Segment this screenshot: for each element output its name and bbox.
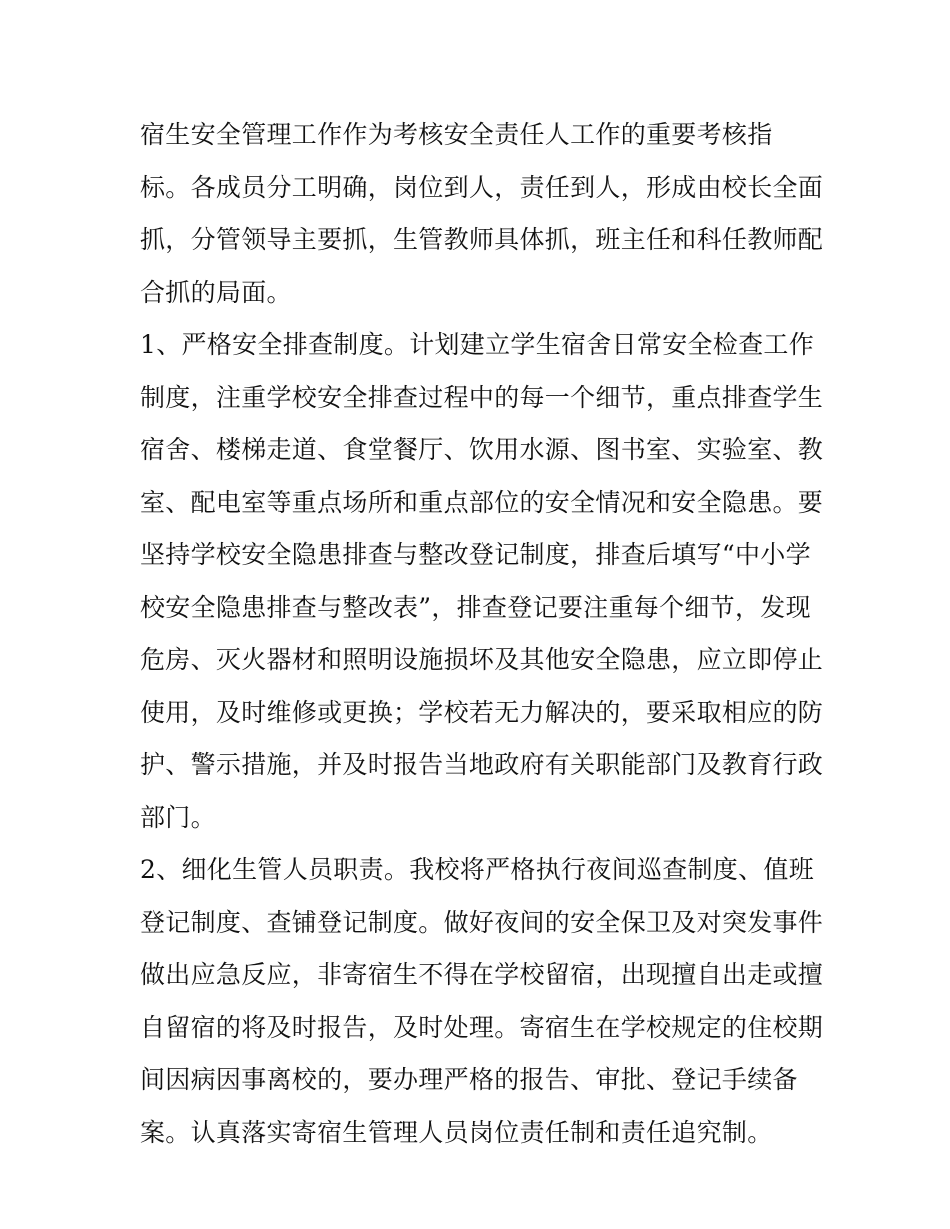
text-line-3: 抓，分管领导主要抓，生管教师具体抓，班主任和科任教师配 [140, 225, 824, 254]
document-body [140, 109, 824, 1159]
text-line-12: 使用，及时维修或更换；学校若无力解决的，要采取相应的防 [140, 697, 824, 727]
text-line-14: 部门。 [140, 802, 216, 832]
text-line-17: 做出应急反应，非寄宿生不得在学校留宿，出现擅自出走或擅 [140, 960, 824, 989]
text-line-4: 合抓的局面。 [140, 277, 292, 307]
text-line-2: 标。各成员分工明确，岗位到人，责任到人，形成由校长全面 [140, 172, 824, 202]
text-line-20: 案。认真落实寄宿生管理人员岗位责任制和责任追究制。 [140, 1117, 773, 1147]
text-line-7: 宿舍、楼梯走道、食堂餐厅、饮用水源、图书室、实验室、教 [140, 435, 824, 464]
text-line-11: 危房、灭火器材和照明设施损坏及其他安全隐患，应立即停止 [140, 645, 824, 674]
text-line-13: 护、警示措施，并及时报告当地政府有关职能部门及教育行政 [140, 750, 824, 779]
text-line-19: 间因病因事离校的，要办理严格的报告、审批、登记手续备 [140, 1065, 798, 1094]
text-line-8: 室、配电室等重点场所和重点部位的安全情况和安全隐患。要 [140, 487, 824, 517]
text-line-16: 登记制度、查铺登记制度。做好夜间的安全保卫及对突发事件 [140, 907, 824, 937]
text-line-5: 1、严格安全排查制度。计划建立学生宿舍日常安全检查工作 [140, 330, 815, 359]
text-line-1: 宿生安全管理工作作为考核安全责任人工作的重要考核指 [140, 120, 773, 149]
text-line-6: 制度，注重学校安全排查过程中的每一个细节，重点排查学生 [140, 382, 824, 412]
text-line-15: 2、细化生管人员职责。我校将严格执行夜间巡查制度、值班 [140, 855, 815, 884]
text-line-18: 自留宿的将及时报告，及时处理。寄宿生在学校规定的住校期 [140, 1012, 824, 1042]
text-line-10: 校安全隐患排查与整改表”，排查登记要注重每个细节，发现 [140, 592, 811, 622]
text-line-9: 坚持学校安全隐患排查与整改登记制度，排查后填写“中小学 [140, 540, 811, 569]
